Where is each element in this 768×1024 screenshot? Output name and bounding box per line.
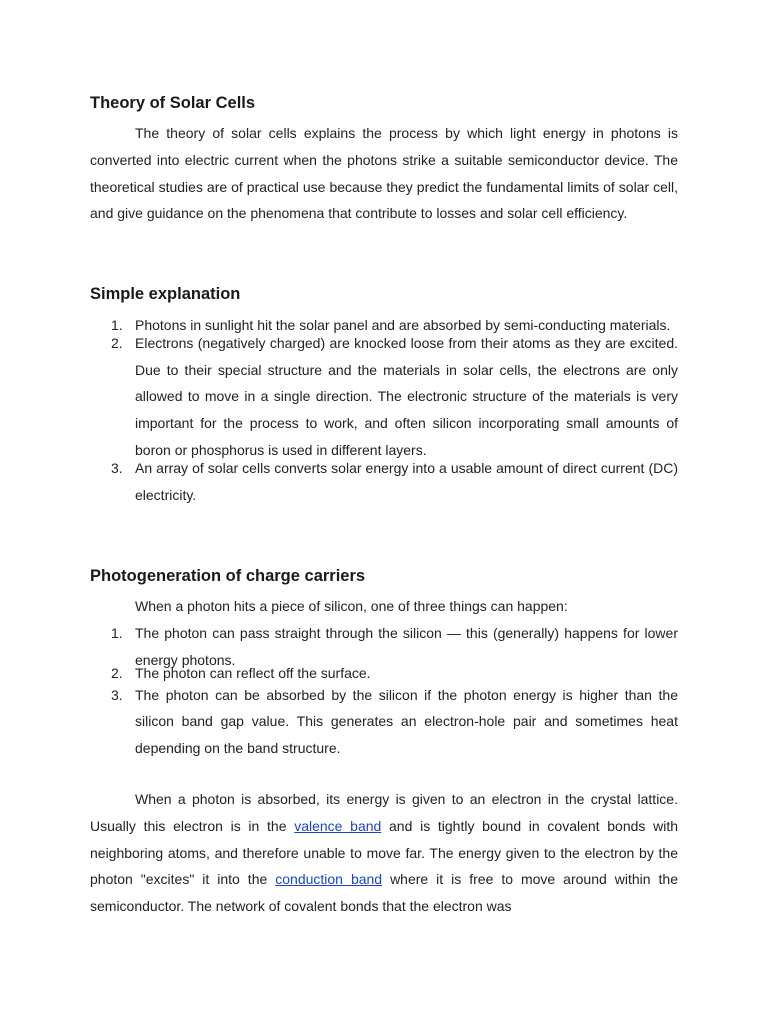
- section-heading-theory: Theory of Solar Cells: [90, 94, 256, 112]
- list-item: 3. The photon can be absorbed by the silicon if the photon energy is higher than the silicon band gap value. This generates an electron-hole pair and sometimes heat depending on the band structure.: [111, 686, 678, 757]
- section-heading-simple-explanation: Simple explanation: [90, 285, 241, 303]
- section-heading-photogeneration: Photogeneration of charge carriers: [90, 567, 366, 585]
- simple-explanation-list: [90, 312, 678, 508]
- valence-band-link[interactable]: valence band: [294, 817, 382, 834]
- list-item: 2. Electrons (negatively charged) are knocked loose from their atoms as they are excited. Due to their special structure and the materials in solar cells, the electrons are only allowed to move in a single direction. The electronic structure of the materials is very important for the process to work, and often silicon incorporating small amounts of boron or phosphorus is used in different layers.: [111, 334, 678, 458]
- list-item: 3. An array of solar cells converts solar energy into a usable amount of direct current (DC) electricity.: [111, 459, 678, 503]
- theory-paragraph: The theory of solar cells explains the process by which light energy in photons is converted into electric current when the photons strike a suitable semiconductor device. The theoretical studies are of practical use because they predict the fundamental limits of solar cell, and give guidance on the phenomena that contribute to losses and solar cell efficiency.: [90, 125, 678, 222]
- list-item: 1. The photon can pass straight through the silicon — this (generally) happens for lower energy photons.: [111, 625, 678, 668]
- photogeneration-paragraph: When a photon is absorbed, its energy is given to an electron in the crystal lattice. Usually this electron is in the valence band and is tightly bound in covalent bonds with neighboring atoms, and therefore unable to move far. The energy given to the electron by the photon "excites" it into the conduction band where it is free to move around within the semiconductor. The network of covalent bonds that the electron was: [90, 791, 679, 915]
- conduction-band-link[interactable]: conduction band: [275, 871, 383, 888]
- photogeneration-list: [90, 620, 678, 762]
- list-item: 2. The photon can reflect off the surface.: [111, 664, 371, 681]
- photogeneration-intro: When a photon hits a piece of silicon, one of three things can happen:: [135, 598, 568, 614]
- list-item: 1. Photons in sunlight hit the solar panel and are absorbed by semi-conducting materials.: [111, 317, 671, 333]
